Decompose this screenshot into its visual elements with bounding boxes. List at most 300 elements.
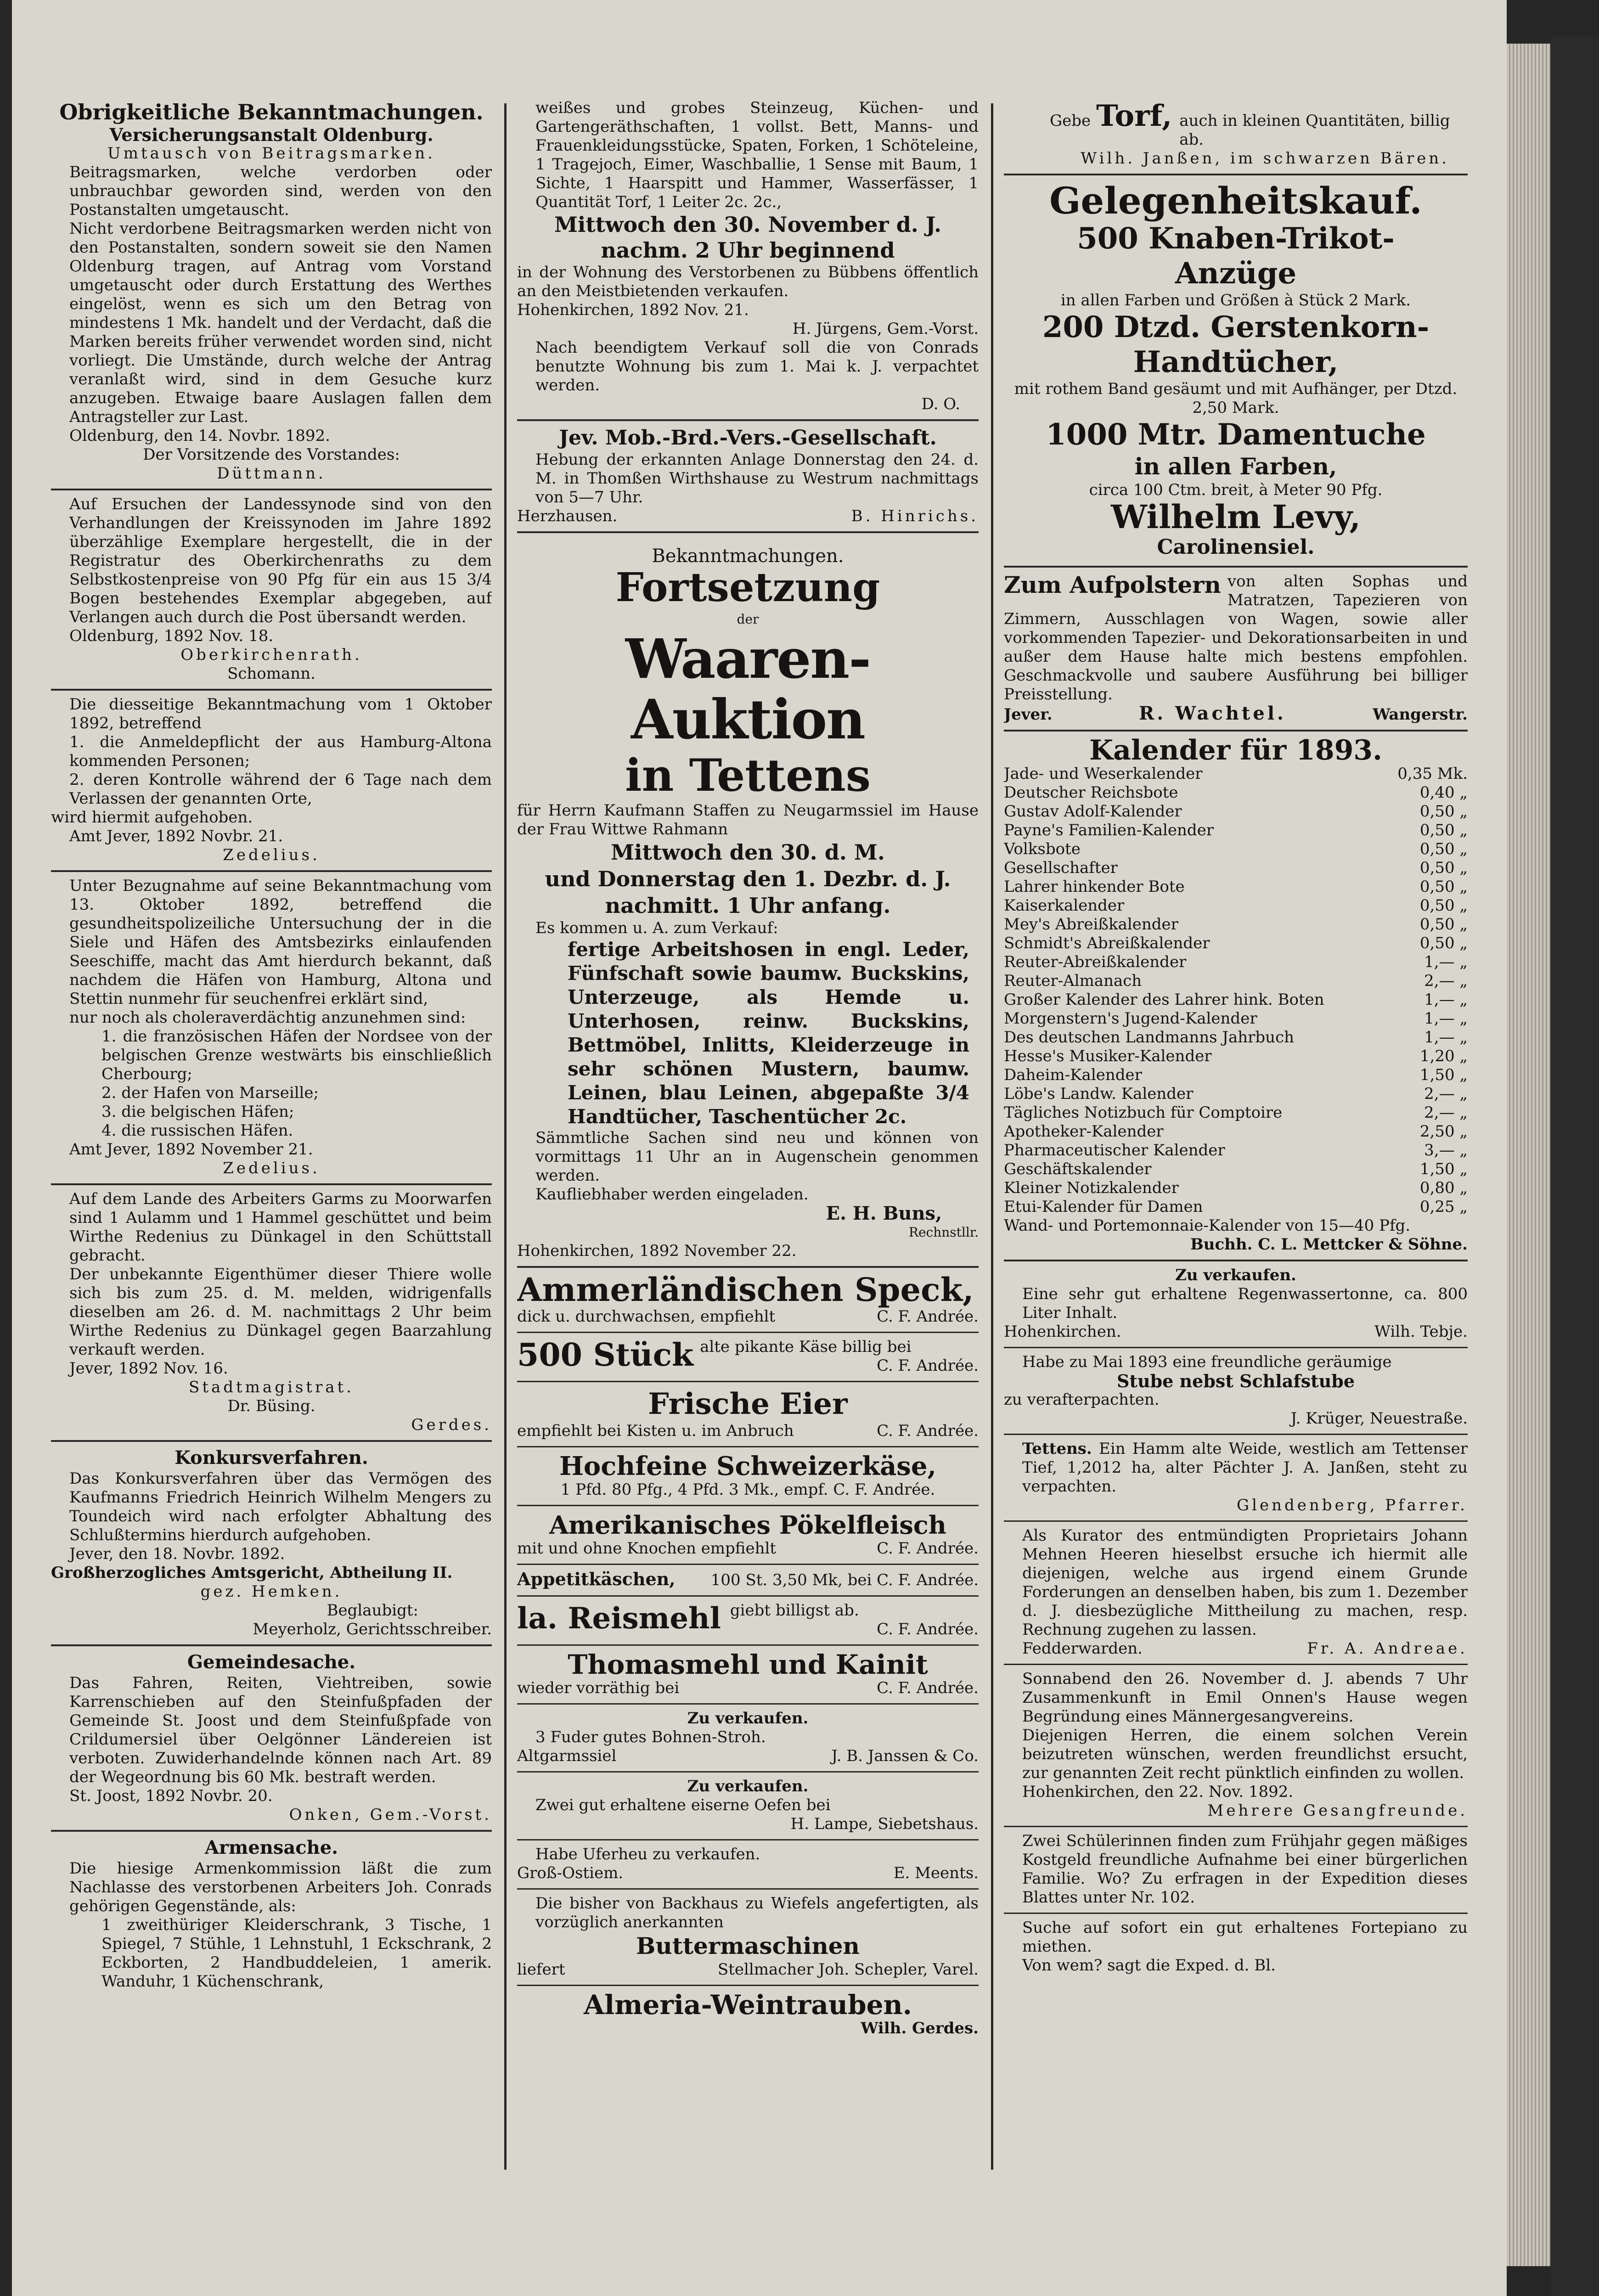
calendar-item (1004, 934, 1468, 953)
calendar-item-price: 0,40 „ (1419, 783, 1468, 802)
calendar-item-name: Gustav Adolf-Kalender (1004, 802, 1182, 821)
divider (517, 1266, 979, 1268)
ad-heading: Appetitkäschen, (517, 1569, 676, 1589)
signature: Wilh. Janßen, im schwarzen Bären. (1081, 149, 1449, 168)
signature: Rechnstllr. (908, 1225, 979, 1240)
page-edge (1507, 44, 1550, 2266)
notice-text: Der unbekannte Eigenthümer dieser Thiere wolle sich bis zum 25. d. M. melden, widrigenfalls dieselben am 26. d. M. nachmittags 2 Uhr beim Wirthe Redenius zu Dünkagel gegen Baarzahlung verkauft werden. (69, 1265, 492, 1359)
column-rule (991, 103, 993, 2170)
place: Groß-Ostiem. (517, 1864, 624, 1882)
calendar-item (1004, 821, 1468, 840)
ad-heading: Tettens. (1022, 1440, 1092, 1458)
ad-heading: Fortsetzung (615, 564, 880, 611)
ad-choir (1004, 1670, 1468, 1820)
ad-rain-barrel (1004, 1266, 1468, 1341)
signature: Oberkirchenrath. (180, 646, 362, 664)
calendar-item-name: Reuter-Almanach (1004, 972, 1142, 990)
calendar-item (1004, 1103, 1468, 1122)
divider (1004, 1347, 1468, 1348)
notice-text: Das Fahren, Reiten, Viehtreiben, sowie Karrenschieben auf den Steinfußpfaden der Gemeinde St. Joost und dem Steinfußpfade von Crildumersiel über Oelgönner Ländereien ist verboten. Zuwiderhandelnde können nach Art. 89 der Wegeordnung bis 60 Mk. bestraft werden. (69, 1674, 492, 1786)
notice-text: Auf dem Lande des Arbeiters Garms zu Moorwarfen sind 1 Aulamm und 1 Hammel geschüttet und beim Wirthe Redenius zu Dünkagel in den Schüttstall gebracht. (69, 1190, 492, 1265)
calendar-item (1004, 1179, 1468, 1198)
ad-text: Ein Hamm alte Weide, westlich am Tettenser Tief, 1,2012 ha, alter Pächter J. A. Janßen, steht zu verpachten. (1022, 1440, 1468, 1496)
calendar-item (1004, 1066, 1468, 1085)
ad-heading: la. Reismehl (517, 1601, 721, 1636)
ad-heading: Carolinensiel. (1157, 535, 1315, 559)
signature: Wilh. Tebje. (1374, 1322, 1468, 1341)
calendar-item-price: 0,50 „ (1419, 896, 1468, 915)
auction-time: nachmitt. 1 Uhr anfang. (605, 893, 891, 918)
calendar-item-name: Hesse's Musiker-Kalender (1004, 1047, 1212, 1065)
notice-date: Oldenburg, 1892 Nov. 18. (69, 627, 274, 645)
calendar-item (1004, 840, 1468, 859)
ad-text: Es kommen u. A. zum Verkauf: (535, 919, 778, 937)
notice-subtitle: Umtausch von Beitragsmarken. (107, 144, 435, 163)
ad-heading: Jev. Mob.-Brd.-Vers.-Gesellschaft. (559, 426, 937, 450)
book-binding (1550, 37, 1599, 2296)
ad-text: dick u. durchwachsen, empfiehlt (517, 1307, 776, 1326)
ad-text: 1 Pfd. 80 Pfg., 4 Pfd. 3 Mk., empf. C. F. Andrée. (560, 1480, 935, 1499)
signature: Beglaubigt: (327, 1601, 418, 1620)
ad-text: Sämmtliche Sachen sind neu und können von vormittags 11 Uhr an in Augenschein genommen werden. (535, 1129, 979, 1185)
ad-reismehl (517, 1601, 979, 1639)
notice-date: Amt Jever, 1892 Novbr. 21. (69, 827, 283, 845)
signature: C. F. Andrée. (877, 1307, 979, 1326)
calendar-item (1004, 896, 1468, 915)
notice-date: Hohenkirchen, 1892 November 22. (517, 1242, 797, 1260)
signature: Schomann. (227, 664, 315, 683)
signature: Zedelius. (223, 846, 320, 864)
list-item: 3. die belgischen Häfen; (101, 1103, 294, 1121)
divider (51, 1440, 492, 1442)
ad-title: Gelegenheitskauf. (1049, 179, 1422, 222)
calendar-item (1004, 1160, 1468, 1179)
divider (517, 1888, 979, 1890)
signature: R. Wachtel. (1139, 703, 1286, 724)
ad-sale-ovens (517, 1777, 979, 1834)
divider (51, 1183, 492, 1185)
calendar-item (1004, 765, 1468, 783)
ad-curator (1004, 1526, 1468, 1658)
notice-text: nur noch als choleraverdächtig anzunehmen sind: (69, 1008, 466, 1027)
divider (517, 419, 979, 421)
calendar-item-price: 0,50 „ (1419, 934, 1468, 952)
calendar-item-name: Löbe's Landw. Kalender (1004, 1085, 1194, 1103)
divider (517, 1381, 979, 1382)
calendar-item (1004, 802, 1468, 821)
divider (1004, 1913, 1468, 1914)
calendar-item (1004, 1141, 1468, 1160)
signature-row (517, 507, 979, 526)
ad-heading: Zu verkaufen. (1175, 1266, 1296, 1284)
street: Wangerstr. (1373, 705, 1468, 724)
calendar-item-name: Kleiner Notizkalender (1004, 1179, 1179, 1197)
ad-heading: Amerikanisches Pökelfleisch (549, 1510, 946, 1540)
divider (1004, 1826, 1468, 1827)
calendar-item (1004, 953, 1468, 972)
calendar-item-price: 0,50 „ (1419, 840, 1468, 858)
ad-text: Gebe (1050, 112, 1091, 130)
signature: Stellmacher Joh. Schepler, Varel. (717, 1960, 979, 1979)
divider (517, 1839, 979, 1840)
ad-schweizerkaese (517, 1452, 979, 1499)
notice-date: Amt Jever, 1892 November 21. (69, 1140, 313, 1159)
section-heading: Armensache. (204, 1837, 338, 1858)
ad-heading: Buttermaschinen (636, 1932, 860, 1959)
notice-text: Die hiesige Armenkommission läßt die zum Nachlasse des verstorbenen Arbeiters Joh. Conrads gehörigen Gegenstände, als: (69, 1859, 492, 1915)
notice-hamburg (51, 695, 492, 865)
ad-heading: Ammerländischen Speck, (517, 1271, 974, 1309)
section-heading: Konkursverfahren. (175, 1447, 368, 1469)
signature: C. F. Andrée. (877, 1620, 979, 1638)
ad-text: mit rothem Band gesäumt und mit Aufhänger, per Dtzd. 2,50 Mark. (1014, 380, 1458, 417)
calendar-item-name: Kaiserkalender (1004, 896, 1125, 915)
ad-appetit (517, 1570, 979, 1590)
divider (51, 1644, 492, 1646)
ad-heading: Handtücher, (1133, 345, 1339, 379)
ad-heading: Zu verkaufen. (687, 1709, 809, 1728)
signature: Fr. A. Andreae. (1307, 1639, 1468, 1658)
notice-text: Hebung der erkannten Anlage Donnerstag den 24. d. M. in Thomßen Wirthshause zu Westrum nachmittags von 5—7 Uhr. (535, 450, 979, 506)
ad-text: Diejenigen Herren, die einem solchen Verein beizutreten wünschen, werden freundlichst ersucht, zur genannten Zeit recht pünktlich einfinden zu wollen. (1022, 1726, 1468, 1782)
divider (51, 689, 492, 691)
divider (1004, 730, 1468, 732)
calendar-item-price: 0,50 „ (1419, 915, 1468, 934)
notice-community (51, 1651, 492, 1824)
calendar-item-name: Großer Kalender des Lahrer hink. Boten (1004, 990, 1324, 1009)
ad-room (1004, 1353, 1468, 1428)
calendar-item-price: 1,— „ (1424, 990, 1468, 1009)
list-item: 1. die französischen Häfen der Nordsee von der belgischen Grenze westwärts bis einschließlich Cherbourg; (101, 1027, 492, 1083)
ad-pasture (1004, 1440, 1468, 1515)
ad-poekelfleisch (517, 1511, 979, 1558)
divider (51, 489, 492, 490)
ad-text: circa 100 Ctm. breit, à Meter 90 Pfg. (1089, 481, 1383, 499)
ad-eier (517, 1387, 979, 1441)
divider (1004, 1434, 1468, 1435)
signature: E. Meents. (893, 1864, 979, 1882)
calendar-item (1004, 990, 1468, 1009)
notice-sheep (51, 1190, 492, 1435)
ad-speck (517, 1272, 979, 1326)
ad-upholstery (1004, 572, 1468, 724)
calendar-list (1004, 765, 1468, 1216)
ad-heading: Zum Aufpolstern (1004, 571, 1221, 598)
ad-text: Zwei Schülerinnen finden zum Frühjahr gegen mäßiges Kostgeld freundliche Aufnahme bei einer bürgerlichen Familie. Wo? Zu erfragen in der Expedition dieses Blattes unter Nr. 102. (1022, 1832, 1468, 1907)
ad-heading: Wilhelm Levy, (1111, 498, 1361, 536)
divider (1004, 174, 1468, 175)
signature: Zedelius. (223, 1159, 320, 1177)
ad-text: Zwei gut erhaltene eiserne Oefen bei (535, 1796, 831, 1814)
ad-text: 3 Fuder gutes Bohnen-Stroh. (535, 1728, 766, 1746)
divider (1004, 1664, 1468, 1665)
section-heading: Obrigkeitliche Bekanntmachungen. (59, 100, 484, 124)
calendar-item-price: 1,50 „ (1419, 1160, 1468, 1178)
notice-poor (51, 1836, 492, 1991)
notice-text: Die diesseitige Bekanntmachung vom 1 Oktober 1892, betreffend (69, 695, 492, 732)
ad-heading: Hochfeine Schweizerkäse, (559, 1451, 936, 1481)
calendar-item-name: Tägliches Notizbuch für Comptoire (1004, 1103, 1283, 1122)
signature: Gerdes. (411, 1416, 492, 1434)
calendar-item (1004, 1009, 1468, 1028)
signature: Glendenberg, Pfarrer. (1236, 1496, 1468, 1514)
calendar-item-price: 0,80 „ (1419, 1179, 1468, 1197)
calendar-item-price: 0,50 „ (1419, 859, 1468, 877)
notice-title: Versicherungsanstalt Oldenburg. (109, 124, 434, 145)
divider (517, 1446, 979, 1447)
signature: Stadtmagistrat. (189, 1378, 354, 1396)
signature: Dr. Büsing. (227, 1397, 315, 1415)
ad-heading: Anzüge (1175, 256, 1297, 291)
calendar-item-price: 1,50 „ (1419, 1066, 1468, 1084)
signature: C. F. Andrée. (877, 1539, 979, 1558)
calendar-item-name: Payne's Familien-Kalender (1004, 821, 1214, 839)
calendar-item (1004, 1122, 1468, 1141)
notice-text: Nicht verdorbene Beitragsmarken werden nicht von den Postanstalten, sondern soweit sie den Namen Oldenburg tragen, auf Antrag vom Vorstand umgetauscht oder durch Erstattung des Werthes eingelöst, wenn es sich um den Betrag von mindestens 1 Mk. handelt und der Verdacht, daß die Marken bereits früher verwendet worden sind, nicht vorliegt. Die Umstände, durch welche der Antrag veranlaßt wird, sind in dem Gesuche kurz anzugeben. Etwaige baare Auslagen fallen dem Antragsteller zur Last. (69, 219, 492, 426)
ad-heading: Almeria-Weintrauben. (584, 1989, 912, 2020)
ad-text: liefert (517, 1960, 565, 1979)
calendar-item-name: Lahrer hinkender Bote (1004, 878, 1185, 896)
ad-text: für Herrn Kaufmann Staffen zu Neugarmssiel im Hause der Frau Wittwe Rahmann (517, 801, 979, 838)
ad-text: Als Kurator des entmündigten Proprietairs Johann Mehnen Heeren hieselbst ersuche ich hiermit alle diejenigen, welche aus irgend einem Grunde Forderungen an denselben haben, bis zum 1. Dezember d. J. diesbezügliche Mittheilung zu machen, resp. Rechnung zugehen zu lassen. (1022, 1526, 1468, 1639)
notice-harbours (51, 877, 492, 1178)
ad-grapes (517, 1991, 979, 2038)
ad-calendars (1004, 736, 1468, 1254)
divider (1004, 1260, 1468, 1261)
signature: Onken, Gem.-Vorst. (289, 1806, 492, 1824)
calendar-item-price: 0,50 „ (1419, 878, 1468, 896)
signature: Von wem? sagt die Exped. d. Bl. (1022, 1956, 1276, 1975)
calendar-item-price: 3,— „ (1424, 1141, 1468, 1159)
ad-text: Suche auf sofort ein gut erhaltenes Fortepiano zu miethen. (1022, 1919, 1468, 1956)
calendar-item-price: 1,— „ (1424, 1028, 1468, 1047)
calendar-item (1004, 1198, 1468, 1216)
ad-text: Die bisher von Backhaus zu Wiefels angefertigten, als vorzüglich anerkannten (535, 1894, 979, 1931)
divider (517, 531, 979, 533)
signature: C. F. Andrée. (877, 1356, 979, 1375)
calendar-item-price: 2,— „ (1424, 972, 1468, 990)
notice-text: Nach beendigtem Verkauf soll die von Conrads benutzte Wohnung bis zum 1. Mai k. J. verpachtet werden. (535, 338, 979, 394)
auction-date: Mittwoch den 30. November d. J. (554, 212, 942, 237)
notice-text: wird hiermit aufgehoben. (51, 808, 253, 827)
divider (1004, 1520, 1468, 1522)
signature: Buchh. C. L. Mettcker & Söhne. (1190, 1235, 1468, 1254)
signature: H. Jürgens, Gem.-Vorst. (792, 320, 979, 338)
ad-kaese (517, 1338, 979, 1375)
column-3 (1004, 99, 1468, 2186)
calendar-item-name: Apotheker-Kalender (1004, 1122, 1164, 1141)
ad-heading: 500 Knaben-Trikot- (1077, 221, 1395, 256)
auction-date: Mittwoch den 30. d. M. (611, 840, 885, 865)
signature: Düttmann. (217, 464, 326, 483)
auction-date: und Donnerstag den 1. Dezbr. d. J. (545, 867, 951, 891)
calendar-item (1004, 915, 1468, 934)
signature: Der Vorsitzende des Vorstandes: (143, 445, 400, 464)
ad-heading: Frische Eier (648, 1387, 848, 1421)
calendar-item-price: 0,50 „ (1419, 821, 1468, 839)
insurance-society (517, 426, 979, 526)
ad-thomasmehl (517, 1650, 979, 1698)
ad-text: Kaufliebhaber werden eingeladen. (535, 1185, 809, 1204)
divider (51, 870, 492, 872)
ad-heading: Torf, (1096, 99, 1172, 133)
signature: Mehrere Gesangfreunde. (1207, 1801, 1468, 1820)
calendar-item-name: Morgenstern's Jugend-Kalender (1004, 1009, 1257, 1028)
place: Altgarmssiel (517, 1747, 617, 1765)
calendar-item-name: Gesellschafter (1004, 859, 1118, 877)
calendar-item-price: 0,35 Mk. (1397, 765, 1468, 783)
signature: E. H. Buns, (826, 1203, 942, 1224)
calendar-item-price: 0,50 „ (1419, 802, 1468, 821)
ad-heading: in Tettens (625, 749, 871, 801)
newspaper-page (12, 0, 1507, 2296)
ad-heading: Thomasmehl und Kainit (568, 1649, 928, 1680)
auction-time: nachm. 2 Uhr beginnend (601, 238, 895, 263)
calendar-item-name: Schmidt's Abreißkalender (1004, 934, 1210, 952)
ad-text: giebt billigst ab. (730, 1601, 859, 1620)
calendar-item-name: Geschäftskalender (1004, 1160, 1152, 1178)
divider (517, 1644, 979, 1646)
ad-heading: 500 Stück (517, 1337, 694, 1373)
notice-text: 1 zweithüriger Kleiderschrank, 3 Tische, 1 Spiegel, 7 Stühle, 1 Lehnstuhl, 1 Eckschrank, 2 Eckborten, 2 Handbuddeleien, 1 amerik. Wanduhr, 1 Küchenschrank, (101, 1916, 492, 1991)
divider (517, 1505, 979, 1506)
calendar-item (1004, 972, 1468, 990)
divider (517, 1332, 979, 1333)
signature: D. O. (921, 395, 960, 413)
notice-text: Auf Ersuchen der Landessynode sind von den Verhandlungen der Kreissynoden im Jahre 1892 überzählige Exemplare hergestellt, die in der Registratur des Oberkirchenraths zu dem Selbstkostenpreise von 90 Pfg für ein aus 15 3/4 Bogen bestehendes Exemplar abgegeben, auf Verlangen auch durch die Post übersandt werden. (69, 495, 492, 626)
place: Hohenkirchen. (1004, 1322, 1121, 1341)
auction-continuation (517, 99, 979, 414)
ad-hay (517, 1845, 979, 1883)
ad-heading: 200 Dtzd. Gerstenkorn- (1042, 310, 1430, 344)
notice-date: Jever, 1892 Nov. 16. (69, 1359, 228, 1378)
notice-text: Unter Bezugnahme auf seine Bekanntmachung vom 13. Oktober 1892, betreffend die gesundheitspolizeiliche Untersuchung der in die Siele und Häfen des Amtsbezirks einlaufenden Seeschiffe, macht das Amt hierdurch bekannt, daß nachdem die Häfen von Hamburg, Altona und Stettin nunmehr für seuchenfrei erklärt sind, (69, 877, 492, 1008)
notice-text: in der Wohnung des Verstorbenen zu Bübbens öffentlich an den Meistbietenden verkaufen. (517, 263, 979, 300)
calendar-item-price: 1,20 „ (1419, 1047, 1468, 1065)
calendar-item (1004, 1028, 1468, 1047)
notice-date: Oldenburg, den 14. Novbr. 1892. (69, 427, 330, 445)
ad-heading: Kalender für 1893. (1089, 734, 1383, 766)
place: Fedderwarden. (1022, 1639, 1143, 1658)
signature: J. Krüger, Neuestraße. (1290, 1409, 1468, 1428)
divider (517, 1564, 979, 1565)
place: Herzhausen. (517, 507, 618, 525)
list-item: 1. die Anmeldepflicht der aus Hamburg-Altona kommenden Personen; (69, 733, 492, 770)
ad-text: Habe Uferheu zu verkaufen. (535, 1845, 760, 1863)
ad-title: Waaren-Auktion (625, 627, 871, 751)
calendar-item-price: 1,— „ (1424, 1009, 1468, 1028)
ad-text: mit und ohne Knochen empfiehlt (517, 1539, 777, 1558)
notice-text: Das Konkursverfahren über das Vermögen des Kaufmanns Friedrich Heinrich Wilhelm Mengers zu Toundeich wird nach erfolgter Abhaltung des Schlußtermins hierdurch aufgehoben. (69, 1469, 492, 1544)
ad-butter (517, 1894, 979, 1979)
divider (517, 1595, 979, 1597)
ad-text: Sonnabend den 26. November d. J. abends 7 Uhr Zusammenkunft in Emil Onnen's Hause wegen Begründung eines Männergesangvereins. (1022, 1670, 1468, 1726)
calendar-item-name: Volksbote (1004, 840, 1081, 858)
ad-levy (1004, 180, 1468, 560)
ad-heading: Zu verkaufen. (687, 1777, 809, 1795)
column-1 (51, 99, 492, 2186)
notice-date: Jever, den 18. Novbr. 1892. (69, 1545, 285, 1563)
column-rule (504, 103, 507, 2170)
signature: gez. Hemken. (200, 1582, 343, 1601)
calendar-item (1004, 783, 1468, 802)
notice-bankruptcy (51, 1446, 492, 1639)
list-item: 2. deren Kontrolle während der 6 Tage nach dem Verlassen der genannten Orte, (69, 771, 492, 808)
signature: C. F. Andrée. (877, 1422, 979, 1440)
ad-text: Eine sehr gut erhaltene Regenwassertonne, ca. 800 Liter Inhalt. (1022, 1285, 1468, 1322)
auction-items: fertige Arbeitshosen in engl. Leder, Fünfschaft sowie baumw. Buckskins, Unterzeuge, als Hemde u. Unterhosen, reinw. Buckskins, Bettmöbel, Inlitts, Kleiderzeuge in sehr schönen Mustern, baumw. Leinen, blau Leinen, abgepaßte 3/4 Handtücher, Taschentücher 2c. (568, 938, 969, 1128)
calendar-item (1004, 878, 1468, 896)
ad-text: zu verafterpachten. (1004, 1390, 1160, 1409)
auction-tettens (517, 538, 979, 1261)
calendar-item-name: Etui-Kalender für Damen (1004, 1198, 1203, 1216)
court-name: Großherzogliches Amtsgericht, Abtheilung II. (51, 1564, 453, 1582)
signature: Wilh. Gerdes. (861, 2019, 979, 2037)
notice-synod (51, 495, 492, 683)
calendar-item: Wand- und Portemonnaie-Kalender von 15—40 Pfg. (1004, 1216, 1411, 1235)
signature: B. Hinrichs. (851, 507, 979, 525)
ad-heading: Stube nebst Schlafstube (1116, 1371, 1355, 1391)
list-item: 4. die russischen Häfen. (101, 1121, 293, 1140)
notice-text: weißes und grobes Steinzeug, Küchen- und Gartengeräthschaften, 1 vollst. Bett, Manns- und Frauenkleidungsstücke, Spaten, Forken, 1 Schöteleine, 1 Tragejoch, Eimer, Waschballie, 1 Sense mit Baum, 1 Sichte, 1 Haarspitt und Hammer, Wasserfässer, 1 Quantität Torf, 1 Leiter 2c. 2c., (535, 99, 979, 211)
notice-date: Hohenkirchen, 1892 Nov. 21. (517, 301, 749, 319)
ad-piano (1004, 1919, 1468, 1975)
calendar-item-price: 0,25 „ (1419, 1198, 1468, 1216)
calendar-item (1004, 1047, 1468, 1066)
ad-torf (1004, 99, 1468, 168)
calendar-item-price: 2,50 „ (1419, 1122, 1468, 1141)
signature: C. F. Andrée. (877, 1679, 979, 1697)
ad-text: 100 St. 3,50 Mk, bei C. F. Andrée. (710, 1571, 979, 1589)
divider (51, 1830, 492, 1832)
ad-text: Habe zu Mai 1893 eine freundliche geräumige (1022, 1353, 1392, 1371)
ad-pupils (1004, 1832, 1468, 1907)
calendar-item-name: Jade- und Weserkalender (1004, 765, 1203, 783)
calendar-item-name: Daheim-Kalender (1004, 1066, 1142, 1084)
ad-text: alte pikante Käse billig bei (700, 1338, 912, 1356)
ad-heading: 1000 Mtr. Damentuche (1046, 417, 1426, 452)
ad-sale-straw (517, 1709, 979, 1766)
ad-text: in allen Farben und Größen à Stück 2 Mark. (1060, 291, 1411, 310)
place: Jever. (1004, 705, 1053, 724)
signature: H. Lampe, Siebetshaus. (790, 1815, 979, 1833)
calendar-item (1004, 1085, 1468, 1103)
calendar-item-price: 1,— „ (1424, 953, 1468, 971)
ad-text: von alten Sophas und Matratzen, Tapezieren von Zimmern, Ausschlagen von Wagen, sowie aller vorkommenden Tapezier- und Dekorationsarbeiten in und außer dem Hause halte mich bestens empfohlen. Geschmackvolle und saubere Ausführung bei billiger Preisstellung. (1004, 572, 1468, 703)
signature: Meyerholz, Gerichtsschreiber. (253, 1620, 492, 1638)
divider (517, 1703, 979, 1705)
section-heading: Gemeindesache. (187, 1651, 356, 1673)
calendar-item-price: 2,— „ (1424, 1085, 1468, 1103)
notice-text: Beitragsmarken, welche verdorben oder unbrauchbar geworden sind, werden von den Postanstalten umgetauscht. (69, 163, 492, 219)
notice-date: St. Joost, 1892 Novbr. 20. (69, 1787, 273, 1805)
calendar-item-name: Mey's Abreißkalender (1004, 915, 1178, 934)
calendar-item-name: Reuter-Abreißkalender (1004, 953, 1187, 971)
divider (1004, 566, 1468, 568)
ad-text: empfiehlt bei Kisten u. im Anbruch (517, 1422, 794, 1440)
column-2 (517, 99, 979, 2186)
ad-heading: in allen Farben, (1134, 453, 1337, 480)
notice-date: Hohenkirchen, den 22. Nov. 1892. (1022, 1783, 1294, 1801)
notice-insurance (51, 99, 492, 483)
ad-text: der (737, 612, 759, 627)
ad-text: auch in kleinen Quantitäten, billig ab. (1179, 112, 1450, 149)
calendar-item (1004, 859, 1468, 878)
calendar-item-name: Pharmaceutischer Kalender (1004, 1141, 1225, 1159)
list-item: 2. der Hafen von Marseille; (101, 1084, 319, 1102)
section-heading: Bekanntmachungen. (652, 546, 844, 567)
calendar-item-name: Des deutschen Landmanns Jahrbuch (1004, 1028, 1295, 1047)
